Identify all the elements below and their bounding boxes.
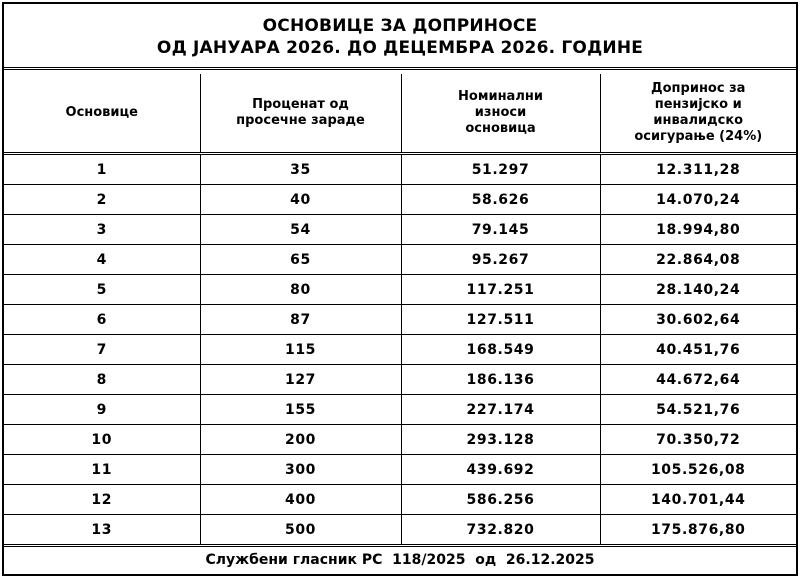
table-row xyxy=(4,185,796,215)
cell-percentage: 400 xyxy=(200,485,401,515)
cell-contribution: 40.451,76 xyxy=(600,335,796,365)
cell-base-number: 13 xyxy=(4,515,200,546)
cell-percentage: 300 xyxy=(200,455,401,485)
header-bases xyxy=(4,74,200,154)
cell-nominal-amount: 117.251 xyxy=(401,275,600,305)
table-row xyxy=(4,515,796,546)
header-line: Номинални xyxy=(458,89,543,104)
cell-contribution: 22.864,08 xyxy=(600,245,796,275)
cell-nominal-amount: 227.174 xyxy=(401,395,600,425)
contribution-bases-table xyxy=(4,74,796,547)
header-line: просечне зараде xyxy=(236,113,365,128)
header-line: износи xyxy=(474,105,527,120)
cell-percentage: 115 xyxy=(200,335,401,365)
cell-nominal-amount: 127.511 xyxy=(401,305,600,335)
cell-nominal-amount: 732.820 xyxy=(401,515,600,546)
cell-base-number: 7 xyxy=(4,335,200,365)
cell-base-number: 12 xyxy=(4,485,200,515)
table-row xyxy=(4,154,796,185)
header-line: Проценат од xyxy=(252,97,349,112)
cell-base-number: 9 xyxy=(4,395,200,425)
table-row xyxy=(4,335,796,365)
header-contribution xyxy=(600,74,796,154)
header-line: Допринос за xyxy=(651,81,746,96)
table-row xyxy=(4,485,796,515)
header-percentage xyxy=(200,74,401,154)
cell-base-number: 2 xyxy=(4,185,200,215)
title-line-1: ОСНОВИЦЕ ЗА ДОПРИНОСЕ xyxy=(262,16,538,36)
table-row xyxy=(4,245,796,275)
cell-nominal-amount: 168.549 xyxy=(401,335,600,365)
table-row xyxy=(4,305,796,335)
cell-contribution: 30.602,64 xyxy=(600,305,796,335)
title-line-2: ОД ЈАНУАРА 2026. ДО ДЕЦЕМБРА 2026. ГОДИНЕ xyxy=(156,38,644,58)
cell-contribution: 18.994,80 xyxy=(600,215,796,245)
header-line: пензијско и xyxy=(654,97,742,112)
table-header-row xyxy=(4,74,796,154)
cell-nominal-amount: 439.692 xyxy=(401,455,600,485)
table-body xyxy=(4,154,796,546)
document-title xyxy=(4,4,796,70)
cell-contribution: 54.521,76 xyxy=(600,395,796,425)
table-row xyxy=(4,275,796,305)
cell-nominal-amount: 51.297 xyxy=(401,154,600,185)
cell-nominal-amount: 586.256 xyxy=(401,485,600,515)
header-line: Основице xyxy=(65,105,138,120)
cell-percentage: 127 xyxy=(200,365,401,395)
document-frame xyxy=(2,2,798,576)
table-row xyxy=(4,455,796,485)
cell-base-number: 6 xyxy=(4,305,200,335)
table-row xyxy=(4,215,796,245)
header-line: инвалидско xyxy=(653,113,744,128)
cell-base-number: 4 xyxy=(4,245,200,275)
cell-contribution: 105.526,08 xyxy=(600,455,796,485)
cell-contribution: 140.701,44 xyxy=(600,485,796,515)
cell-contribution: 175.876,80 xyxy=(600,515,796,546)
header-nominal-amounts xyxy=(401,74,600,154)
cell-percentage: 40 xyxy=(200,185,401,215)
cell-percentage: 80 xyxy=(200,275,401,305)
cell-nominal-amount: 293.128 xyxy=(401,425,600,455)
cell-base-number: 8 xyxy=(4,365,200,395)
cell-contribution: 28.140,24 xyxy=(600,275,796,305)
cell-nominal-amount: 79.145 xyxy=(401,215,600,245)
header-line: основица xyxy=(465,121,536,136)
cell-percentage: 54 xyxy=(200,215,401,245)
table-row xyxy=(4,365,796,395)
table-row xyxy=(4,425,796,455)
cell-nominal-amount: 58.626 xyxy=(401,185,600,215)
cell-contribution: 14.070,24 xyxy=(600,185,796,215)
cell-percentage: 87 xyxy=(200,305,401,335)
cell-percentage: 65 xyxy=(200,245,401,275)
cell-base-number: 10 xyxy=(4,425,200,455)
cell-nominal-amount: 95.267 xyxy=(401,245,600,275)
header-line: осигурање (24%) xyxy=(634,129,763,144)
cell-base-number: 11 xyxy=(4,455,200,485)
cell-percentage: 155 xyxy=(200,395,401,425)
cell-base-number: 1 xyxy=(4,154,200,185)
table-row xyxy=(4,395,796,425)
cell-nominal-amount: 186.136 xyxy=(401,365,600,395)
official-gazette-reference: Службени гласник РС 118/2025 од 26.12.2025 xyxy=(205,552,595,568)
cell-contribution: 70.350,72 xyxy=(600,425,796,455)
cell-contribution: 12.311,28 xyxy=(600,154,796,185)
cell-contribution: 44.672,64 xyxy=(600,365,796,395)
cell-percentage: 500 xyxy=(200,515,401,546)
cell-percentage: 200 xyxy=(200,425,401,455)
cell-base-number: 3 xyxy=(4,215,200,245)
cell-percentage: 35 xyxy=(200,154,401,185)
cell-base-number: 5 xyxy=(4,275,200,305)
